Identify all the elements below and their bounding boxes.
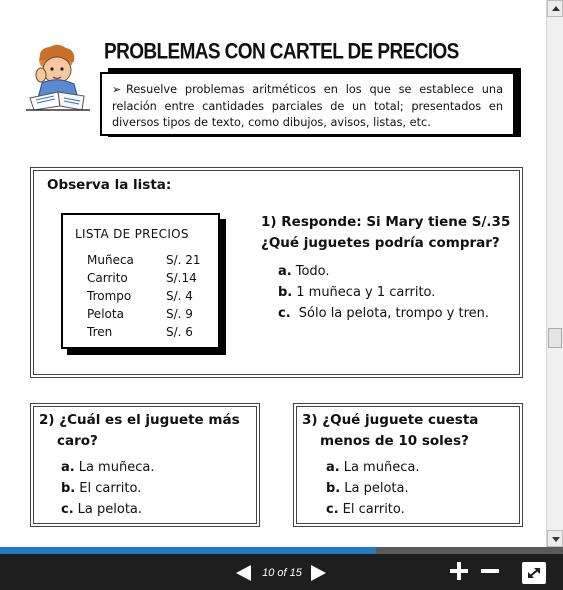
reading-progress-fill — [0, 547, 376, 554]
option-text: La pelota. — [344, 481, 409, 496]
price-row — [87, 289, 205, 306]
zoom-in-icon[interactable] — [450, 562, 468, 580]
item-price: S/. 9 — [166, 307, 193, 321]
observe-heading: Observa la lista: — [47, 177, 172, 193]
option-letter: b. — [326, 481, 341, 496]
reading-progress-bar[interactable] — [0, 547, 563, 554]
fullscreen-button[interactable] — [522, 562, 546, 584]
option-text: La muñeca. — [343, 460, 420, 475]
exercise-box-3 — [293, 403, 523, 527]
item-name: Carrito — [87, 271, 128, 285]
item-price: S/. 6 — [166, 325, 193, 339]
objective-box — [100, 72, 515, 136]
question-1-line-2: ¿Qué juguetes podría comprar? — [261, 235, 500, 251]
scroll-down-button[interactable] — [547, 530, 563, 547]
bullet-arrow-icon: ➢ — [112, 83, 122, 96]
price-row — [87, 325, 205, 342]
question-2 — [39, 410, 240, 452]
option-b — [61, 480, 141, 498]
option-text: 1 muñeca y 1 carrito. — [296, 285, 436, 300]
vertical-scrollbar[interactable] — [546, 0, 563, 548]
page-title: PROBLEMAS CON CARTEL DE PRECIOS — [104, 40, 459, 65]
price-row — [87, 253, 205, 270]
question-3-line-1: 3) ¿Qué juguete cuesta — [302, 412, 479, 428]
option-letter: c. — [278, 306, 291, 321]
item-name: Muñeca — [87, 253, 134, 267]
option-b — [278, 284, 435, 302]
option-letter: a. — [326, 460, 340, 475]
scrollbar-thumb[interactable] — [548, 328, 562, 348]
prev-page-icon[interactable] — [236, 565, 251, 581]
option-c — [61, 501, 142, 519]
question-2-line-1: 2) ¿Cuál es el juguete más — [39, 412, 240, 428]
option-text: Sólo la pelota, trompo y tren. — [294, 306, 490, 321]
question-2-line-2: caro? — [57, 433, 98, 449]
page-indicator: 10 of 15 — [262, 567, 302, 579]
item-name: Tren — [87, 325, 113, 339]
question-3 — [302, 410, 478, 452]
question-1 — [261, 212, 510, 254]
item-name: Trompo — [87, 289, 132, 303]
price-row — [87, 271, 205, 288]
exercise-box-1 — [30, 167, 523, 378]
objective-text: Resuelve problemas aritméticos en los que se establece una relación entre cantidades parciales de un total; presentados en diversos tipos de texto, como dibujos, avisos, listas, etc. — [112, 83, 503, 129]
option-letter: c. — [61, 502, 74, 517]
option-text: La pelota. — [77, 502, 143, 517]
item-price: S/. 4 — [166, 289, 193, 303]
question-1-line-1: 1) Responde: Si Mary tiene S/.35 — [261, 214, 511, 230]
item-price: S/.14 — [166, 271, 197, 285]
price-row — [87, 307, 205, 324]
kid-reading-illustration — [20, 40, 98, 116]
option-a — [278, 263, 330, 281]
option-letter: b. — [278, 285, 293, 300]
question-3-line-2: menos de 10 soles? — [320, 433, 469, 449]
fullscreen-icon — [522, 562, 546, 584]
zoom-out-icon[interactable] — [481, 562, 499, 580]
option-letter: a. — [61, 460, 75, 475]
price-list-title: LISTA DE PRECIOS — [75, 227, 189, 241]
option-text: La muñeca. — [78, 460, 155, 475]
option-a — [326, 459, 419, 477]
option-c — [326, 501, 405, 519]
option-text: El carrito. — [342, 502, 405, 517]
exercise-box-2 — [30, 403, 260, 527]
option-letter: c. — [326, 502, 339, 517]
option-text: El carrito. — [79, 481, 142, 496]
option-b — [326, 480, 409, 498]
item-name: Pelota — [87, 307, 124, 321]
price-list — [61, 213, 220, 349]
viewer-toolbar — [0, 554, 563, 590]
option-c — [278, 305, 489, 323]
option-text: Todo. — [295, 264, 330, 279]
option-a — [61, 459, 154, 477]
scroll-up-button[interactable] — [547, 0, 563, 17]
option-letter: a. — [278, 264, 292, 279]
item-price: S/. 21 — [166, 253, 201, 267]
scroll-up-icon — [552, 6, 560, 11]
next-page-icon[interactable] — [311, 565, 326, 581]
scroll-down-icon — [552, 537, 560, 542]
option-letter: b. — [61, 481, 76, 496]
